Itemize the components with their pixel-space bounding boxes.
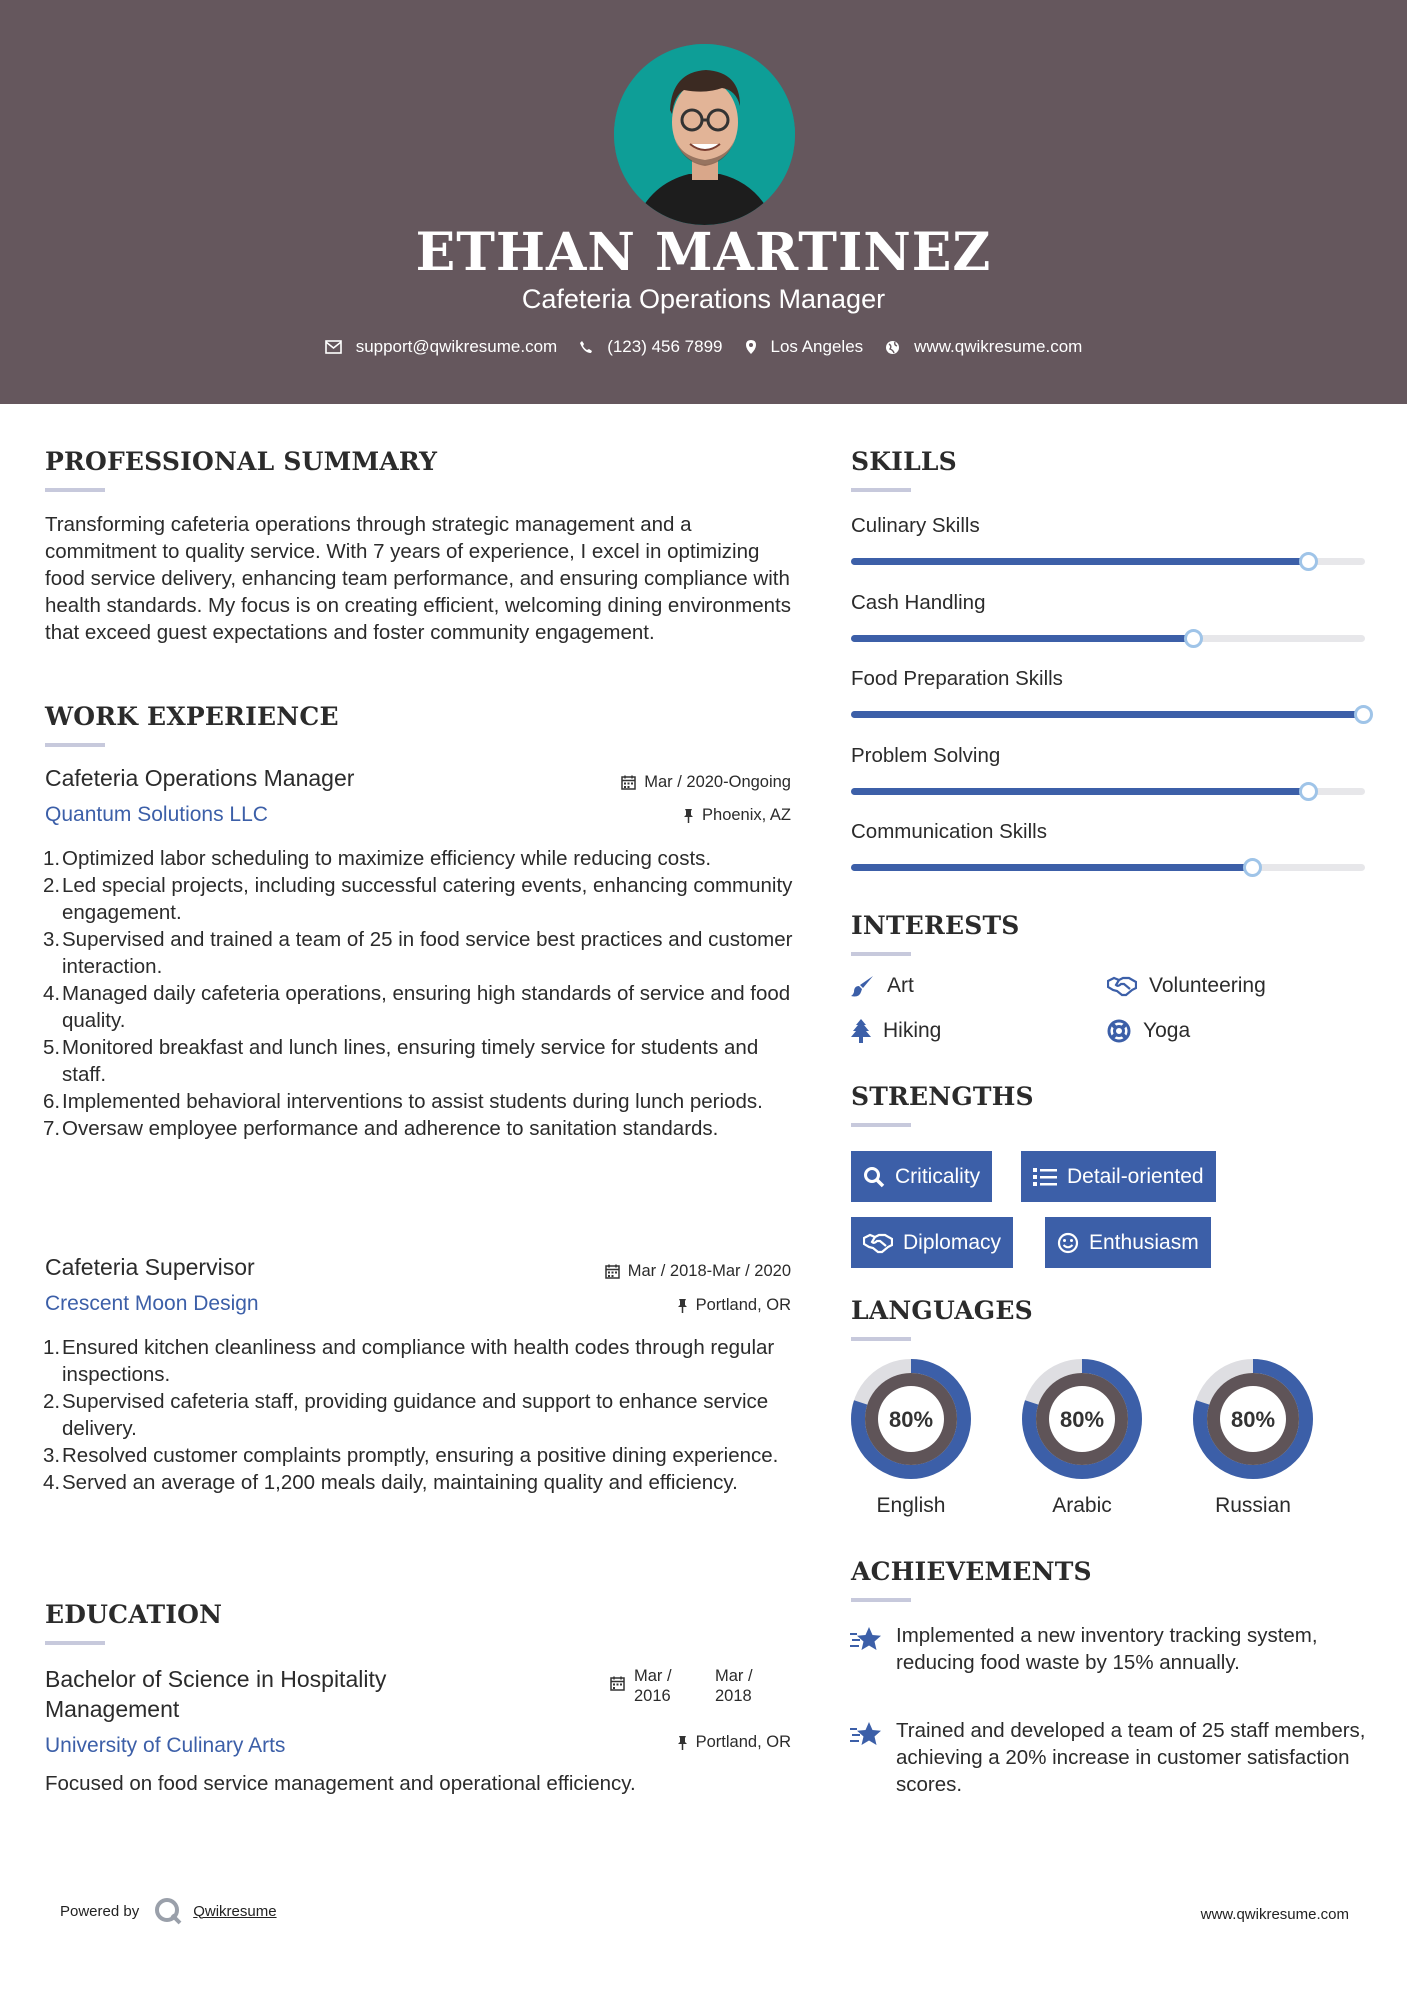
education-description: Focused on food service management and operational efficiency.: [45, 1772, 636, 1795]
skill-bar-track: [851, 864, 1365, 871]
contact-bar: [0, 337, 1407, 357]
language-progress-ring: [1191, 1357, 1315, 1481]
search-icon: [863, 1166, 885, 1188]
skill-label: Communication Skills: [851, 820, 1047, 843]
list-item: 4. Managed daily cafeteria operations, ensuring high standards of service and food quality.: [43, 982, 791, 1032]
skill-bar-fill: [851, 788, 1308, 795]
company-name: Quantum Solutions LLC: [45, 803, 268, 826]
list-item: 1. Ensured kitchen cleanliness and compliance with health codes through regular inspections.: [43, 1336, 775, 1386]
job-date-text: Mar / 2018-Mar / 2020: [627, 1262, 791, 1280]
job-date: [520, 1262, 791, 1281]
strength-tag: Criticality: [851, 1151, 992, 1202]
calendar-icon: [610, 1676, 625, 1696]
interest-hiking: Hiking: [851, 1019, 941, 1043]
phone-icon: [579, 340, 593, 354]
job-location-text: Phoenix, AZ: [702, 806, 791, 824]
envelope-icon: [325, 340, 342, 354]
website-text: www.qwikresume.com: [914, 337, 1083, 356]
degree-title: Bachelor of Science in Hospitality Management: [45, 1666, 387, 1722]
summary-heading-underline: [45, 488, 105, 492]
strengths-heading: STRENGTHS: [851, 1082, 1034, 1111]
lifering-icon: [1107, 1019, 1131, 1043]
list-item: 7. Oversaw employee performance and adherence to sanitation standards.: [43, 1117, 719, 1140]
list-item: 3. Resolved customer complaints promptly, ensuring a positive dining experience.: [43, 1444, 779, 1467]
summary-text: Transforming cafeteria operations through strategic management and a commitment to quality service. With 7 years of experience, I excel in optimizing food service delivery, enhancing team performance, and ensuring compliance with health standards. My focus is on creating efficient, welcoming dining environments that exceed guest expectations and foster community engagement.: [45, 513, 791, 644]
skill-bar-fill: [851, 558, 1308, 565]
job-location-text: Portland, OR: [695, 1296, 791, 1314]
skill-bar-fill: [851, 711, 1365, 718]
language-percent-text: 80%: [888, 1407, 934, 1432]
language-percent-text: 80%: [1059, 1407, 1105, 1432]
email-text: support@qwikresume.com: [355, 337, 558, 356]
map-pin-icon: [745, 339, 757, 355]
list-item: 2. Supervised cafeteria staff, providing guidance and support to enhance service delivery.: [43, 1390, 769, 1440]
company-name: Crescent Moon Design: [45, 1292, 259, 1315]
strength-tag: Enthusiasm: [1045, 1217, 1211, 1268]
profile-photo: [614, 44, 795, 225]
school-name: University of Culinary Arts: [45, 1734, 286, 1757]
skill-bar-track: [851, 558, 1365, 565]
smile-icon: [1057, 1232, 1079, 1254]
calendar-icon: [621, 775, 636, 790]
contact-email[interactable]: [325, 337, 558, 357]
strength-tag: Diplomacy: [851, 1217, 1013, 1268]
job-date-text: Mar / 2020-Ongoing: [644, 773, 791, 791]
education-end-date: Mar / 2018: [715, 1667, 753, 1705]
experience-heading-underline: [45, 743, 105, 747]
star-icon: [849, 1625, 883, 1658]
job-duties-list: [44, 845, 804, 1142]
interests-heading-underline: [851, 952, 911, 956]
job-title: Cafeteria Supervisor: [45, 1254, 255, 1280]
globe-icon: [885, 340, 900, 355]
candidate-name: ETHAN MARTINEZ: [415, 222, 992, 283]
languages-heading: LANGUAGES: [851, 1296, 1033, 1325]
education-start-date: Mar / 2016: [634, 1667, 672, 1705]
summary-heading: PROFESSIONAL SUMMARY: [45, 447, 438, 476]
tree-icon: [851, 1019, 871, 1043]
language-progress-ring: [1020, 1357, 1144, 1481]
qwikresume-logo-icon: [153, 1896, 183, 1926]
strengths-heading-underline: [851, 1123, 911, 1127]
language-progress-ring: [849, 1357, 973, 1481]
interest-yoga: Yoga: [1107, 1019, 1190, 1043]
candidate-title: Cafeteria Operations Manager: [521, 284, 886, 314]
language-percent-text: 80%: [1230, 1407, 1276, 1432]
language-name: Arabic: [1052, 1494, 1112, 1517]
job-location: [520, 1296, 791, 1315]
phone-text: (123) 456 7899: [607, 337, 723, 356]
skill-label: Culinary Skills: [851, 514, 980, 537]
qwikresume-link[interactable]: Qwikresume: [193, 1902, 277, 1920]
list-item: 5. Monitored breakfast and lunch lines, ensuring timely service for students and staff.: [43, 1036, 759, 1086]
skill-bar-track: [851, 788, 1365, 795]
skill-label: Cash Handling: [851, 590, 986, 614]
job-title: Cafeteria Operations Manager: [45, 765, 355, 791]
calendar-icon: [605, 1264, 620, 1279]
skill-label: Problem Solving: [851, 743, 1001, 767]
contact-website[interactable]: [885, 337, 1082, 357]
job-date: [520, 773, 791, 792]
skill-bar-fill: [851, 635, 1193, 642]
handshake-icon: [1107, 975, 1137, 997]
contact-location: [745, 337, 864, 357]
interests-heading: INTERESTS: [851, 911, 1020, 940]
list-icon: [1033, 1167, 1057, 1187]
languages-heading-underline: [851, 1337, 911, 1341]
resume-header: [0, 0, 1407, 404]
list-item: 1. Optimized labor scheduling to maximize efficiency while reducing costs.: [43, 847, 712, 870]
contact-phone[interactable]: [579, 337, 722, 357]
education-location: [520, 1733, 791, 1752]
education-heading: EDUCATION: [45, 1600, 223, 1629]
skill-bar-fill: [851, 864, 1252, 871]
skill-label: Food Preparation Skills: [851, 667, 1063, 690]
footer-website[interactable]: www.qwikresume.com: [1200, 1906, 1349, 1923]
skills-heading-underline: [851, 488, 911, 492]
pushpin-icon: [677, 1298, 688, 1313]
pushpin-icon: [677, 1735, 688, 1750]
achievements-heading-underline: [851, 1598, 911, 1602]
skill-level-knob: [1354, 705, 1373, 724]
skill-level-knob: [1243, 858, 1262, 877]
skill-level-knob: [1184, 629, 1203, 648]
interest-art: Art: [851, 974, 914, 998]
language-name: Russian: [1215, 1494, 1291, 1517]
achievement-item: Implemented a new inventory tracking system, reducing food waste by 15% annually.: [896, 1624, 1318, 1674]
skill-bar-track: [851, 635, 1365, 642]
skill-level-knob: [1299, 552, 1318, 571]
strength-tag: Detail-oriented: [1021, 1151, 1216, 1202]
experience-heading: WORK EXPERIENCE: [45, 702, 339, 731]
list-item: 2. Led special projects, including successful catering events, enhancing community engagement.: [43, 874, 793, 924]
list-item: 6. Implemented behavioral interventions to assist students during lunch periods.: [43, 1090, 763, 1113]
handshake-icon: [863, 1232, 893, 1254]
achievements-heading: ACHIEVEMENTS: [851, 1557, 1092, 1586]
skills-heading: SKILLS: [851, 447, 957, 476]
paintbrush-icon: [851, 974, 875, 998]
education-location-text: Portland, OR: [695, 1733, 791, 1751]
skill-bar-track: [851, 711, 1365, 718]
achievement-item: Trained and developed a team of 25 staff members, achieving a 20% increase in customer satisfaction scores.: [896, 1719, 1366, 1796]
star-icon: [849, 1720, 883, 1753]
job-duties-list: [44, 1334, 804, 1496]
education-heading-underline: [45, 1641, 105, 1645]
footer-powered-by: Powered by Qwikresume: [60, 1896, 277, 1926]
skill-level-knob: [1299, 782, 1318, 801]
list-item: 3. Supervised and trained a team of 25 in food service best practices and customer interaction.: [43, 928, 793, 978]
location-text: Los Angeles: [770, 337, 864, 356]
list-item: 4. Served an average of 1,200 meals daily, maintaining quality and efficiency.: [43, 1471, 738, 1494]
pushpin-icon: [683, 808, 694, 823]
interest-volunteering: Volunteering: [1107, 974, 1266, 998]
job-location: [520, 806, 791, 825]
language-name: English: [876, 1494, 946, 1517]
